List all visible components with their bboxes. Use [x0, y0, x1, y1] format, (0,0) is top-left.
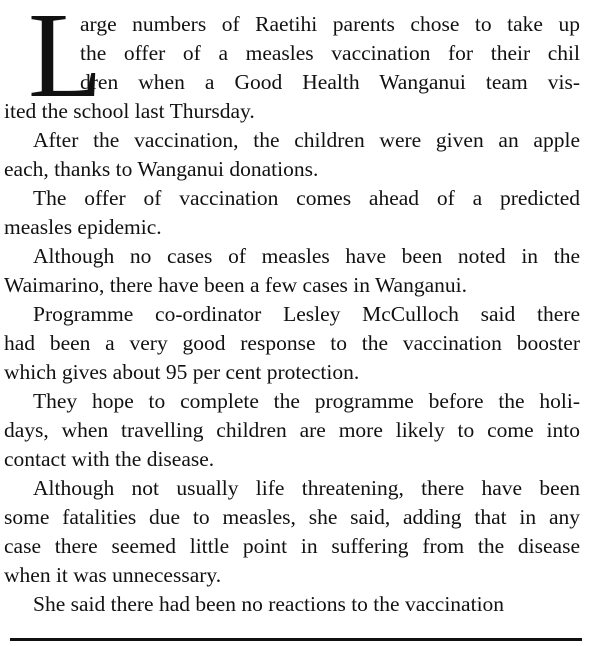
paragraph-line: which gives about 95 per cent protection.: [4, 360, 360, 384]
paragraph-line: Programme co-ordinator Lesley McCulloch said there: [33, 302, 580, 326]
paragraph-line: After the vaccination, the children were given an apple: [33, 128, 580, 152]
paragraph-line: days, when travelling children are more likely to come into: [4, 418, 580, 442]
lead-paragraph: [4, 0, 580, 126]
article-body: [4, 0, 580, 619]
paragraph: [4, 300, 580, 387]
paragraph-line: had been a very good response to the vaccination booster: [4, 331, 580, 355]
paragraph-line: each, thanks to Wanganui donations.: [4, 157, 319, 181]
paragraph-line: arge numbers of Raetihi parents chose to take up: [80, 12, 580, 36]
paragraph-line: The offer of vaccination comes ahead of a predicted: [33, 186, 580, 210]
bottom-rule: [10, 638, 582, 641]
paragraph-line: measles epidemic.: [4, 215, 162, 239]
paragraph: [4, 184, 580, 242]
paragraph-line: Waimarino, there have been a few cases in Wanganui.: [4, 273, 467, 297]
paragraph-line: some fatalities due to measles, she said, adding that in any: [4, 505, 580, 529]
paragraph-line: Although no cases of measles have been noted in the: [33, 244, 580, 268]
paragraph-line: when it was unnecessary.: [4, 563, 222, 587]
paragraph-line: the offer of a measles vaccination for their chil: [80, 41, 580, 65]
paragraph: [4, 242, 580, 300]
paragraph: [4, 126, 580, 184]
drop-cap: L: [28, 0, 103, 123]
paragraph: [4, 387, 580, 474]
paragraph-line: case there seemed little point in suffering from the disease: [4, 534, 580, 558]
paragraph-line: They hope to complete the programme before the holi-: [33, 389, 580, 413]
paragraph: [4, 590, 580, 619]
paragraph-line: ited the school last Thursday.: [4, 99, 255, 123]
paragraph-line: She said there had been no reactions to the vaccination: [33, 592, 505, 616]
paragraph-line: dren when a Good Health Wanganui team vis-: [80, 70, 580, 94]
paragraph-line: contact with the disease.: [4, 447, 215, 471]
paragraph-line: Although not usually life threatening, there have been: [33, 476, 580, 500]
paragraph: [4, 474, 580, 590]
